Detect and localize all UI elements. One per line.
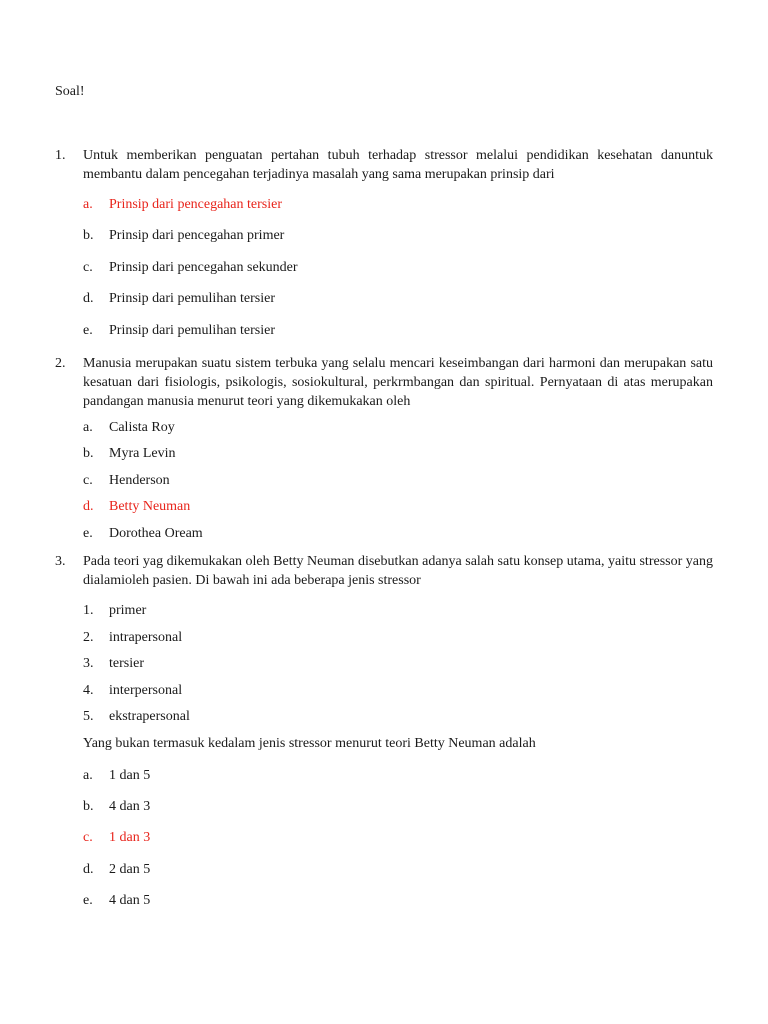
stressor-list-item bbox=[83, 602, 146, 620]
option-text: Calista Roy bbox=[109, 420, 175, 435]
list-number: 3. bbox=[83, 656, 94, 671]
option-text: Prinsip dari pencegahan sekunder bbox=[109, 260, 298, 275]
list-text: tersier bbox=[109, 656, 144, 671]
option-label: a. bbox=[83, 197, 93, 212]
list-text: interpersonal bbox=[109, 683, 183, 698]
answer-option bbox=[83, 445, 175, 463]
option-label: d. bbox=[83, 862, 94, 877]
option-text: Myra Levin bbox=[109, 446, 176, 461]
answer-option bbox=[83, 322, 275, 340]
question-text: Manusia merupakan suatu sistem terbuka yang selalu mencari keseimbangan dari harmoni dan merupakan satu kesatuan dari fisiologis, psikologis, sosiokultural, perkrmbangan dan spiritual. Pernyataan di atas merupakan pandangan manusia menurut teori yang dikemukakan oleh bbox=[83, 356, 713, 410]
question-2 bbox=[55, 354, 713, 541]
option-label: b. bbox=[83, 799, 94, 814]
answer-option-correct bbox=[83, 498, 190, 516]
list-number: 4. bbox=[83, 683, 94, 698]
list-text: primer bbox=[109, 603, 147, 618]
option-label: d. bbox=[83, 499, 94, 514]
option-label: e. bbox=[83, 526, 93, 541]
question-number: 2. bbox=[55, 356, 66, 371]
question-3 bbox=[55, 552, 713, 908]
list-number: 1. bbox=[83, 603, 94, 618]
question-1 bbox=[55, 146, 713, 338]
list-text: ekstrapersonal bbox=[109, 709, 190, 724]
list-number: 2. bbox=[83, 630, 94, 645]
question-number: 1. bbox=[55, 148, 66, 163]
option-text: 1 dan 5 bbox=[109, 768, 151, 783]
list-text: intrapersonal bbox=[109, 630, 183, 645]
option-text: 4 dan 3 bbox=[109, 799, 151, 814]
list-number: 5. bbox=[83, 709, 94, 724]
option-label: c. bbox=[83, 473, 93, 488]
option-label: a. bbox=[83, 420, 93, 435]
answer-option-correct bbox=[83, 196, 282, 214]
question-text: Pada teori yag dikemukakan oleh Betty Neuman disebutkan adanya salah satu konsep utama, yaitu stressor yang dialamioleh pasien. Di bawah ini ada beberapa jenis stressor bbox=[83, 554, 713, 589]
option-label: b. bbox=[83, 446, 94, 461]
stressor-list-item bbox=[83, 629, 182, 647]
answer-option bbox=[83, 472, 170, 490]
option-text: Prinsip dari pencegahan tersier bbox=[109, 197, 282, 212]
answer-option-correct bbox=[83, 829, 150, 847]
option-text: 1 dan 3 bbox=[109, 830, 151, 845]
option-label: e. bbox=[83, 893, 93, 908]
answer-option bbox=[83, 861, 150, 879]
answer-option bbox=[83, 892, 150, 910]
option-label: c. bbox=[83, 830, 93, 845]
answer-option bbox=[83, 259, 298, 277]
option-label: e. bbox=[83, 323, 93, 338]
option-label: a. bbox=[83, 768, 93, 783]
stressor-list-item bbox=[83, 682, 182, 700]
option-text: 4 dan 5 bbox=[109, 893, 151, 908]
option-label: d. bbox=[83, 291, 94, 306]
answer-option bbox=[83, 767, 150, 785]
option-text: 2 dan 5 bbox=[109, 862, 151, 877]
option-label: b. bbox=[83, 228, 94, 243]
answer-option bbox=[83, 798, 150, 816]
option-text: Prinsip dari pencegahan primer bbox=[109, 228, 285, 243]
page-heading: Soal! bbox=[55, 84, 85, 99]
answer-option bbox=[83, 227, 284, 245]
option-label: c. bbox=[83, 260, 93, 275]
answer-option bbox=[83, 525, 203, 543]
option-text: Prinsip dari pemulihan tersier bbox=[109, 291, 276, 306]
option-text: Henderson bbox=[109, 473, 170, 488]
question-number: 3. bbox=[55, 554, 66, 569]
answer-option bbox=[83, 419, 175, 437]
answer-option bbox=[83, 290, 275, 308]
option-text: Dorothea Oream bbox=[109, 526, 203, 541]
question-stem: Yang bukan termasuk kedalam jenis stressor menurut teori Betty Neuman adalah bbox=[83, 736, 536, 751]
stressor-list-item bbox=[83, 655, 144, 673]
stressor-list-item bbox=[83, 708, 190, 726]
option-text: Prinsip dari pemulihan tersier bbox=[109, 323, 276, 338]
option-text: Betty Neuman bbox=[109, 499, 191, 514]
question-text: Untuk memberikan penguatan pertahan tubuh terhadap stressor melalui pendidikan kesehatan danuntuk membantu dalam pencegahan terjadinya masalah yang sama merupakan prinsip dari bbox=[83, 148, 713, 183]
